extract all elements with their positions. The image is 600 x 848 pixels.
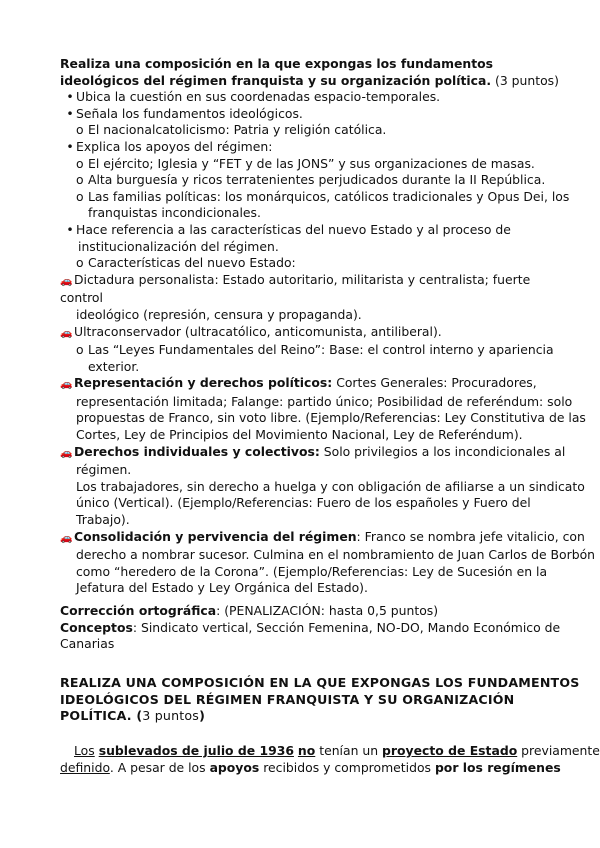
concepts-label: Conceptos bbox=[60, 619, 133, 635]
feature-item-continued: como “heredero de la Corona”. (Ejemplo/Referencias: Ley de Sucesión en la bbox=[76, 563, 548, 579]
concepts-continued: Canarias bbox=[60, 636, 115, 652]
paragraph-line bbox=[60, 760, 560, 777]
feature-item-continued: derecho a nombrar sucesor. Culmina en el nombramiento de Juan Carlos de Borbón bbox=[76, 547, 596, 563]
feature-item-text: : Franco se nombra jefe vitalicio, con bbox=[356, 528, 585, 544]
text-run: sublevados de julio de 1936 bbox=[98, 743, 294, 759]
feature-item-continued: único (Vertical). (Ejemplo/Referencias: Fuero de los españoles y Fuero del bbox=[76, 495, 531, 511]
concepts-text: : Sindicato vertical, Sección Femenina, NO-DO, Mando Económico de bbox=[132, 619, 561, 635]
text-run: proyecto de Estado bbox=[382, 743, 518, 759]
feature-item bbox=[60, 375, 560, 394]
list-item-continued: institucionalización del régimen. bbox=[78, 238, 279, 254]
sub-list-item-continued: exterior. bbox=[88, 358, 140, 374]
feature-item-heading: Representación y derechos políticos: bbox=[74, 375, 333, 391]
feature-item bbox=[60, 272, 560, 291]
section-title-close: ) bbox=[199, 708, 206, 724]
car-icon: 🚗 bbox=[60, 447, 73, 459]
feature-item-heading: Consolidación y pervivencia del régimen bbox=[74, 528, 357, 544]
sub-list-item bbox=[60, 156, 560, 173]
section-title: REALIZA UNA COMPOSICIÓN EN LA QUE EXPONGAS LOS FUNDAMENTOS bbox=[60, 674, 580, 690]
header-title-text: Realiza una composición en la que expongas los fundamentos ideológicos del régimen franquista y su organización política. bbox=[60, 56, 494, 88]
text-run: definido bbox=[60, 759, 110, 775]
list-item bbox=[60, 106, 560, 123]
car-icon: 🚗 bbox=[60, 532, 73, 544]
section-title-text: POLÍTICA. ( bbox=[60, 708, 143, 724]
bullet-icon: • bbox=[66, 105, 74, 121]
feature-item-continued: Jefatura del Estado y Ley Orgánica del Estado). bbox=[76, 580, 368, 596]
bullet-icon: • bbox=[66, 221, 74, 237]
list-item-text: Explica los apoyos del régimen: bbox=[76, 138, 273, 154]
sub-list-item bbox=[60, 342, 560, 359]
list-item bbox=[60, 89, 560, 106]
car-icon: 🚗 bbox=[60, 327, 73, 339]
list-item-text: Señala los fundamentos ideológicos. bbox=[76, 105, 303, 121]
header-points: (3 puntos) bbox=[495, 72, 559, 88]
circle-bullet-icon: o bbox=[76, 122, 84, 138]
bullet-icon: • bbox=[66, 138, 74, 154]
text-run: recibidos y comprometidos bbox=[263, 759, 431, 775]
spelling-text: : (PENALIZACIÓN: hasta 0,5 puntos) bbox=[216, 603, 439, 618]
sub-list-item bbox=[60, 188, 570, 206]
header-title bbox=[60, 56, 560, 89]
circle-bullet-icon: o bbox=[76, 255, 84, 271]
paragraph-line bbox=[60, 743, 600, 760]
section-title-points: 3 puntos bbox=[142, 708, 200, 724]
feature-item-text: Ultraconservador (ultracatólico, anticomunista, antiliberal). bbox=[74, 323, 442, 339]
feature-item-continued: Cortes, Ley de Principios del Movimiento Nacional, Ley de Referéndum). bbox=[76, 427, 523, 443]
feature-item-continued: ideológico (represión, censura y propaganda). bbox=[76, 306, 362, 322]
section-title bbox=[60, 708, 560, 725]
feature-item-continued: propuestas de Franco, sin voto libre. (Ejemplo/Referencias: Ley Constitutiva de las bbox=[76, 410, 586, 426]
text-run: apoyos bbox=[209, 759, 260, 775]
text-run: tenían un bbox=[319, 743, 379, 759]
feature-item-continued: representación limitada; Falange: partido único; Posibilidad de referéndum: solo bbox=[76, 393, 573, 409]
sub-list-item-text: El nacionalcatolicismo: Patria y religión católica. bbox=[88, 122, 387, 138]
concepts-note bbox=[60, 620, 560, 637]
sub-list-item bbox=[60, 122, 560, 139]
bullet-icon: • bbox=[66, 89, 74, 105]
sub-list-item-text: Características del nuevo Estado: bbox=[88, 255, 296, 271]
feature-item-continued: Los trabajadores, sin derecho a huelga y con obligación de afiliarse a un sindicato bbox=[76, 478, 585, 494]
sub-list-item-continued: franquistas incondicionales. bbox=[88, 205, 261, 221]
feature-item-heading: Derechos individuales y colectivos: bbox=[74, 443, 320, 459]
list-item-text: Hace referencia a las características del nuevo Estado y al proceso de bbox=[76, 221, 511, 237]
circle-bullet-icon: o bbox=[76, 342, 84, 358]
spelling-note bbox=[60, 603, 560, 620]
feature-item-continued: control bbox=[60, 290, 103, 306]
car-icon: 🚗 bbox=[60, 275, 73, 287]
list-item-text: Ubica la cuestión en sus coordenadas espacio-temporales. bbox=[76, 89, 441, 105]
circle-bullet-icon: o bbox=[76, 172, 84, 188]
sub-list-item-text: El ejército; Iglesia y “FET y de las JONS” y sus organizaciones de masas. bbox=[88, 155, 535, 171]
spelling-label: Corrección ortográfica bbox=[60, 603, 217, 618]
text-run: no bbox=[297, 743, 316, 759]
sub-list-item-text: Alta burguesía y ricos terratenientes perjudicados durante la II República. bbox=[88, 172, 546, 188]
sub-list-item-text: Las “Leyes Fundamentales del Reino”: Base: el control interno y apariencia bbox=[88, 342, 554, 358]
document-page bbox=[60, 56, 600, 776]
sub-list-item-text: Las familias políticas: los monárquicos, católicos tradicionales y Opus Dei, los bbox=[88, 188, 570, 204]
text-run: previamente bbox=[521, 743, 600, 759]
feature-item-continued: Trabajo). bbox=[76, 512, 130, 528]
text-run: por los regímenes bbox=[434, 759, 561, 775]
section-title: IDEOLÓGICOS DEL RÉGIMEN FRANQUISTA Y SU ORGANIZACIÓN bbox=[60, 691, 515, 707]
feature-item-text: Cortes Generales: Procuradores, bbox=[336, 375, 537, 391]
circle-bullet-icon: o bbox=[76, 155, 84, 171]
text-run: . A pesar de los bbox=[109, 759, 206, 775]
circle-bullet-icon: o bbox=[76, 188, 84, 204]
feature-item-text: Solo privilegios a los incondicionales al bbox=[323, 443, 566, 459]
feature-item bbox=[60, 443, 566, 463]
text-run: Los bbox=[74, 743, 95, 759]
list-item bbox=[60, 139, 560, 156]
feature-item bbox=[60, 528, 585, 548]
feature-item-text: Dictadura personalista: Estado autoritario, militarista y centralista; fuerte bbox=[74, 271, 531, 287]
sub-list-item bbox=[60, 172, 560, 189]
sub-list-item bbox=[60, 255, 560, 272]
list-item bbox=[60, 222, 560, 239]
feature-item bbox=[60, 324, 560, 343]
car-icon: 🚗 bbox=[60, 379, 73, 391]
feature-item-continued: régimen. bbox=[76, 462, 132, 478]
